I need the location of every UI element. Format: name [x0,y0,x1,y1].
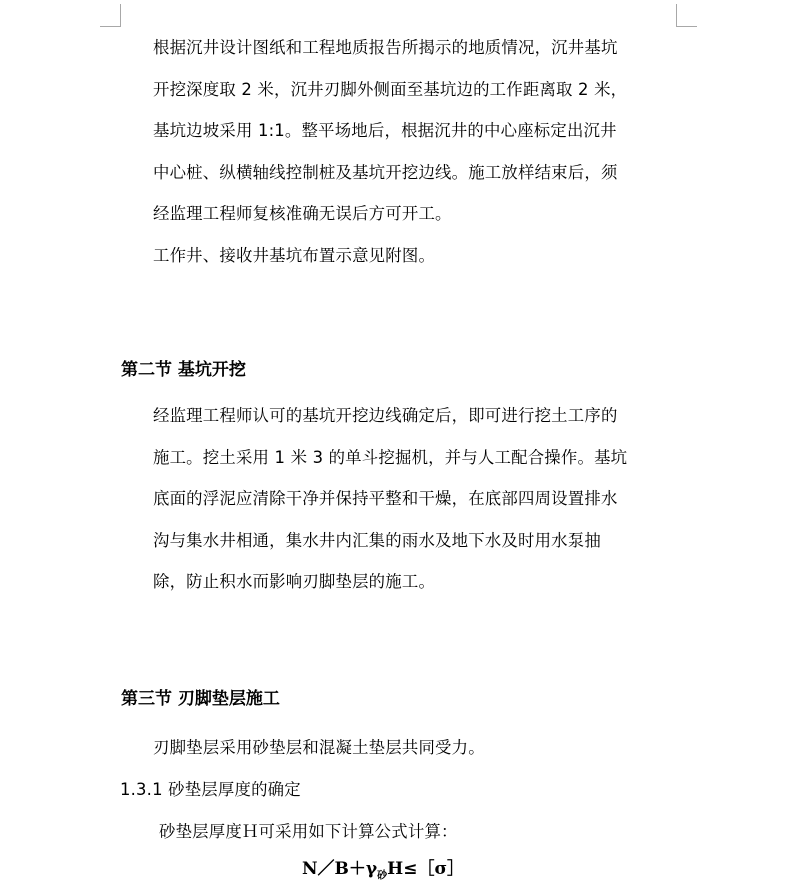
page-corner-mark-right [676,4,697,27]
paragraph-line: 施工。挖土采用 1 米 3 的单斗挖掘机，并与人工配合操作。基坑 [153,447,628,467]
paragraph-line: 底面的浮泥应清除干净并保持平整和干燥，在底部四周设置排水 [153,489,618,508]
paragraph-line: 根据沉井设计图纸和工程地质报告所揭示的地质情况，沉井基坑 [153,38,618,57]
paragraph-line: 沟与集水井相通，集水井内汇集的雨水及地下水及时用水泵抽 [153,530,601,550]
section2-paragraph [153,395,683,603]
paragraph-line: 中心桩、纵横轴线控制桩及基坑开挖边线。施工放样结束后，须 [153,162,618,182]
paragraph-line: 经监理工程师复核准确无误后方可开工。 [153,204,452,223]
formula-tail: H≤［σ］ [387,859,464,879]
formula-subscript: 砂 [377,870,388,881]
formula-main: N／B＋γ [302,859,378,879]
paragraph-line: 经监理工程师认可的基坑开挖边线确定后，即可进行挖土工序的 [153,406,618,425]
sand-cushion-formula [302,854,464,881]
section3-heading: 第三节 刃脚垫层施工 [121,689,280,709]
paragraph-line: 除，防止积水而影响刃脚垫层的施工。 [153,572,436,591]
section1-paragraph [153,27,683,276]
section2-heading: 第二节 基坑开挖 [121,360,246,380]
paragraph-line: 基坑边坡采用 1:1。整平场地后，根据沉井的中心座标定出沉井 [153,121,617,140]
paragraph-line: 工作井、接收井基坑布置示意见附图。 [153,245,436,265]
calculation-text: 砂垫层厚度Ｈ可采用如下计算公式计算： [159,822,458,841]
page-corner-mark-left [100,4,121,27]
paragraph-line: 开挖深度取 2 米，沉井刃脚外侧面至基坑边的工作距离取 2 米， [153,79,628,99]
section3-intro: 刃脚垫层采用砂垫层和混凝土垫层共同受力。 [153,738,485,757]
subsection-heading: 1.3.1 砂垫层厚度的确定 [120,780,301,799]
